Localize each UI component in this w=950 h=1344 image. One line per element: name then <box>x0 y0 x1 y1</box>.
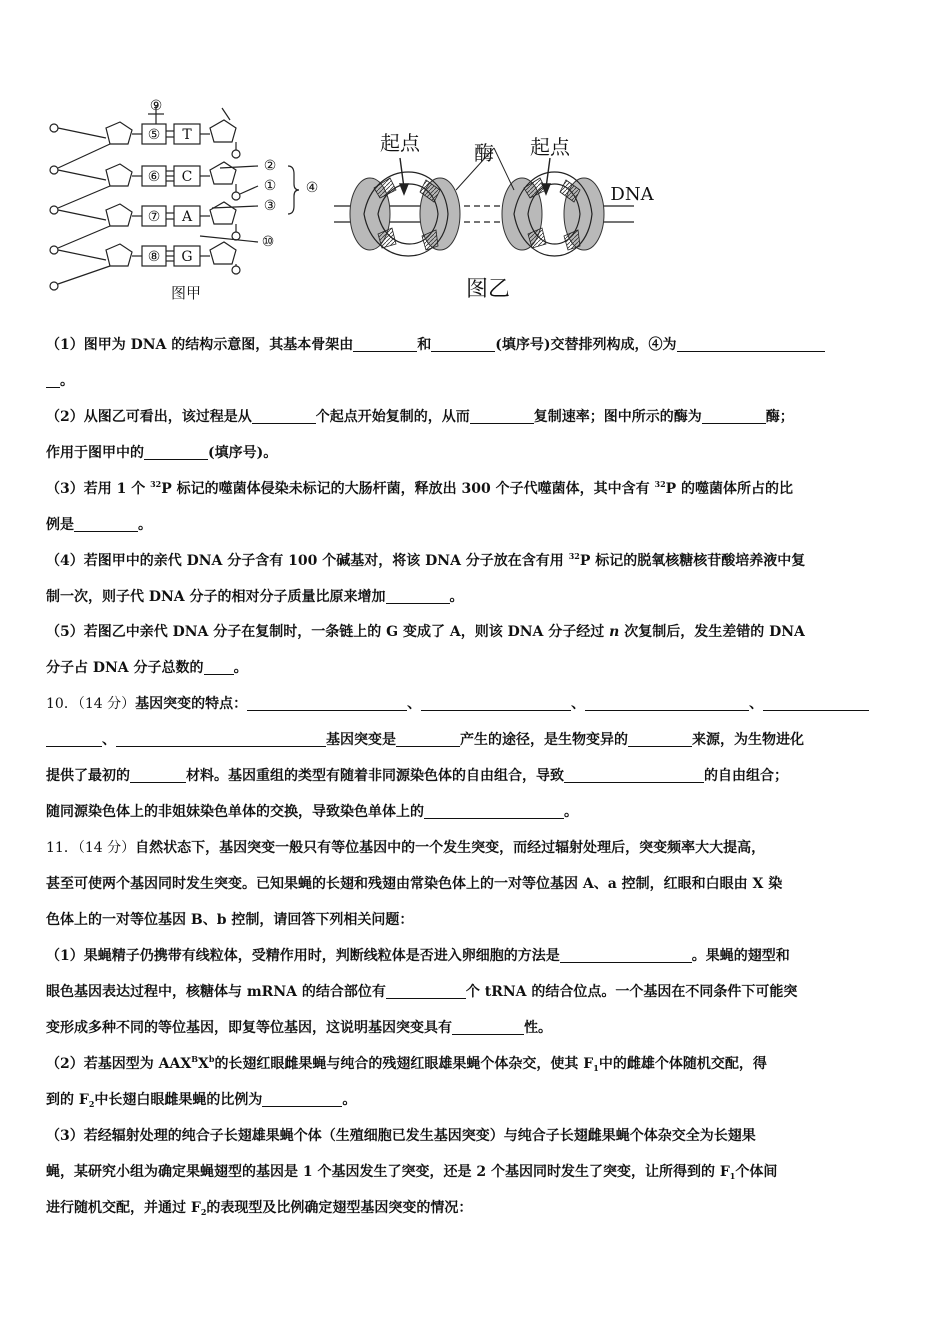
text: 的表现型及比例确定翅型基因突变的情况： <box>206 1200 473 1216</box>
text: 次复制后，发生差错的 DNA <box>624 624 805 640</box>
separator: 、 <box>571 696 586 712</box>
text: 色体上的一对等位基因 B、b 控制，请回答下列相关问题： <box>46 912 414 928</box>
q9-part1-line1 <box>46 335 906 355</box>
answer-blank[interactable] <box>386 984 466 999</box>
text: 进行随机交配，并通过 F <box>46 1200 201 1216</box>
subscript: 1 <box>729 1171 736 1181</box>
sugar-left-2 <box>106 164 132 186</box>
q11-line2 <box>46 874 906 894</box>
marker-1: ① <box>263 178 277 194</box>
separator: 、 <box>749 696 764 712</box>
text: 。 <box>233 660 248 676</box>
question-number: 10．（14 分） <box>46 696 136 712</box>
superscript: 32 <box>568 551 580 561</box>
text: （1）果蝇精子仍携带有线粒体，受精作用时，判断线粒体是否进入卵细胞的方法是 <box>46 948 560 964</box>
text: 复制速率；图中所示的酶为 <box>533 409 702 425</box>
text: 个体间 <box>735 1164 778 1180</box>
nucleotide-label-8: ⑧ <box>147 249 161 265</box>
text: P 标记的噬菌体侵染未标记的大肠杆菌，释放出 300 个子代噬菌体，其中含有 <box>161 481 650 497</box>
text: 。 <box>138 517 152 533</box>
text: 酶； <box>765 409 794 425</box>
base-label-g: G <box>181 249 193 265</box>
subscript: 2 <box>88 1099 95 1109</box>
answer-blank[interactable] <box>560 948 692 963</box>
sugar-right-2 <box>210 162 236 184</box>
marker-10: ⑩ <box>261 234 275 250</box>
text: P 的噬菌体所占的比 <box>665 481 794 497</box>
marker-9: ⑨ <box>149 98 163 114</box>
text: 提供了最初的 <box>46 768 130 784</box>
q10-line1 <box>46 694 906 714</box>
text: 甚至可使两个基因同时发生突变。已知果蝇的长翅和残翅由常染色体上的一对等位基因 A、a 控制，红眼和白眼由 X 染 <box>46 876 783 892</box>
text: 蝇，某研究小组为确定果蝇翅型的基因是 1 个基因发生了突变，还是 2 个基因同时发生了突变，让所得到的 F <box>46 1164 730 1180</box>
text: 产生的途径，是生物变异的 <box>460 732 628 748</box>
text: 基因突变的特点： <box>135 696 248 712</box>
answer-blank[interactable] <box>421 696 571 711</box>
label-origin-left: 起点 <box>380 131 420 155</box>
q11-part1-line2 <box>46 982 906 1002</box>
label-origin-right: 起点 <box>530 135 570 159</box>
text: 。果蝇的翅型和 <box>691 948 790 964</box>
text: 来源，为生物进化 <box>692 732 804 748</box>
answer-blank[interactable] <box>46 373 60 388</box>
text: P 标记的脱氧核糖核苷酸培养液中复 <box>579 553 806 569</box>
text: 性。 <box>524 1020 552 1036</box>
sugar-left-4 <box>106 244 132 266</box>
text: 个 tRNA 的结合位点。一个基因在不同条件下可能突 <box>465 984 798 1000</box>
phosphate-left-3 <box>50 206 58 214</box>
sugar-right-1 <box>210 120 236 142</box>
text: 个起点开始复制的，从而 <box>315 409 470 425</box>
q11-line1 <box>46 838 906 858</box>
text: 随同源染色体上的非姐妹染色单体的交换，导致染色单体上的 <box>46 804 424 820</box>
phosphate-right-2 <box>232 192 240 200</box>
text: 分子占 DNA 分子总数的 <box>46 660 204 676</box>
figure-jia <box>40 98 330 310</box>
phosphate-left-4 <box>50 246 58 254</box>
text: 制一次，则子代 DNA 分子的相对分子质量比原来增加 <box>46 589 386 605</box>
sugar-left-3 <box>106 204 132 226</box>
q10-line4 <box>46 802 906 822</box>
text: 眼色基因表达过程中，核糖体与 mRNA 的结合部位有 <box>46 984 386 1000</box>
label-dna: DNA <box>610 184 654 205</box>
q11-part3-line3 <box>46 1198 906 1218</box>
text: （3）若经辐射处理的纯合子长翅雄果蝇个体（生殖细胞已发生基因突变）与纯合子长翅雌果蝇个体杂交全为长翅果 <box>46 1128 756 1144</box>
text: 变形成多种不同的等位基因，即复等位基因，这说明基因突变具有 <box>46 1020 452 1036</box>
q11-line3 <box>46 910 906 930</box>
phosphate-right-4 <box>232 266 240 274</box>
text: 到的 F <box>46 1092 89 1108</box>
answer-blank[interactable] <box>386 589 450 604</box>
text: （4）若图甲中的亲代 DNA 分子含有 100 个碱基对，将该 DNA 分子放在含有用 <box>46 553 564 569</box>
label-enzyme: 酶 <box>474 141 494 165</box>
text: 作用于图甲中的 <box>46 445 144 461</box>
separator: 、 <box>102 732 116 748</box>
q11-part2-line2 <box>46 1090 906 1110</box>
phosphate-left-5 <box>50 282 58 290</box>
marker-3: ③ <box>263 198 277 214</box>
text: 材料。基因重组的类型有随着非同源染色体的自由组合，导致 <box>186 768 564 784</box>
superscript: B <box>191 1054 198 1064</box>
q11-part3-line1 <box>46 1126 906 1146</box>
text: (填序号)。 <box>208 445 278 461</box>
text: 。 <box>342 1092 357 1108</box>
sugar-right-3 <box>210 202 236 224</box>
figure-yi-caption: 图乙 <box>465 277 511 302</box>
text: 的长翅红眼雌果蝇与纯合的残翅红眼雄果蝇个体杂交，使其 F <box>214 1056 594 1072</box>
text: 中的雌雄个体随机交配，得 <box>598 1056 767 1072</box>
answer-blank[interactable] <box>144 445 208 460</box>
text: 自然状态下，基因突变一般只有等位基因中的一个发生突变，而经过辐射处理后，突变频率大大提高， <box>135 840 766 856</box>
subscript: 1 <box>593 1063 599 1073</box>
answer-blank[interactable] <box>470 409 534 424</box>
separator: 、 <box>407 696 422 712</box>
text: 例是 <box>46 517 74 533</box>
answer-blank[interactable] <box>585 696 749 711</box>
q11-part2-line1 <box>46 1054 906 1074</box>
answer-blank[interactable] <box>116 732 326 747</box>
answer-blank[interactable] <box>46 732 102 747</box>
marker-4: ④ <box>305 180 319 196</box>
answer-blank[interactable] <box>396 732 460 747</box>
text: （5）若图乙中亲代 DNA 分子在复制时，一条链上的 G 变成了 A，则该 DNA 分子经过 <box>46 624 605 640</box>
text: 的自由组合； <box>704 768 788 784</box>
phosphate-right-1 <box>232 150 240 158</box>
text: （3）若用 1 个 <box>46 481 146 497</box>
answer-blank[interactable] <box>262 1092 342 1107</box>
text: （1）图甲为 DNA 的结构示意图，其基本骨架由 <box>46 337 354 353</box>
answer-blank[interactable] <box>353 337 417 352</box>
text: (填序号)交替排列构成，④为 <box>495 337 677 353</box>
q10-line3 <box>46 766 906 786</box>
base-label-t: T <box>182 127 192 143</box>
phosphate-left-1 <box>50 124 58 132</box>
text: 中长翅白眼雌果蝇的比例为 <box>94 1092 263 1108</box>
nucleotide-label-7: ⑦ <box>147 209 161 225</box>
answer-blank[interactable] <box>130 768 186 783</box>
answer-blank[interactable] <box>564 768 704 783</box>
sugar-right-4 <box>210 242 236 264</box>
text: （2）若基因型为 AAX <box>46 1056 192 1072</box>
q9-part4-line2 <box>46 587 906 607</box>
base-label-a: A <box>181 209 193 225</box>
text: 。 <box>564 804 578 820</box>
subscript: 2 <box>200 1207 207 1217</box>
text: （2）从图乙可看出，该过程是从 <box>46 409 252 425</box>
q9-part1-line2 <box>46 371 906 391</box>
nucleotide-label-6: ⑥ <box>147 169 161 185</box>
base-label-c: C <box>181 169 193 185</box>
text: 。 <box>60 373 74 389</box>
answer-blank[interactable] <box>452 1020 524 1035</box>
answer-blank[interactable] <box>204 660 234 675</box>
phosphate-left-2 <box>50 166 58 174</box>
answer-blank[interactable] <box>431 337 495 352</box>
text: 和 <box>417 337 432 353</box>
superscript: 32 <box>150 479 162 489</box>
q9-part5-line1 <box>46 622 906 642</box>
variable-n: n <box>609 624 620 640</box>
text: 。 <box>449 589 464 605</box>
nucleotide-label-5: ⑤ <box>147 127 161 143</box>
superscript: 32 <box>654 479 666 489</box>
superscript: b <box>208 1054 215 1064</box>
text: 基因突变是 <box>326 732 396 748</box>
answer-blank[interactable] <box>677 337 825 352</box>
question-number: 11．（14 分） <box>46 840 136 856</box>
answer-blank[interactable] <box>424 804 564 819</box>
phosphate-right-3 <box>232 232 240 240</box>
answer-blank[interactable] <box>247 696 407 711</box>
q11-part1-line1 <box>46 946 906 966</box>
marker-2: ② <box>263 158 277 174</box>
figure-yi <box>334 118 664 308</box>
sugar-left-1 <box>106 122 132 144</box>
q10-line2 <box>46 730 906 750</box>
answer-blank[interactable] <box>763 696 869 711</box>
figure-jia-caption: 图甲 <box>170 284 202 302</box>
text: X <box>197 1056 209 1072</box>
answer-blank[interactable] <box>252 409 316 424</box>
answer-blank[interactable] <box>702 409 766 424</box>
q9-part2-line1 <box>46 407 906 427</box>
q11-part3-line2 <box>46 1162 906 1182</box>
q9-part2-line2 <box>46 443 906 463</box>
answer-blank[interactable] <box>74 517 138 532</box>
q9-part3-line2 <box>46 515 906 535</box>
answer-blank[interactable] <box>628 732 692 747</box>
q9-part4-line1 <box>46 551 906 571</box>
q11-part1-line3 <box>46 1018 906 1038</box>
q9-part5-line2 <box>46 658 906 678</box>
q9-part3-line1 <box>46 479 906 499</box>
